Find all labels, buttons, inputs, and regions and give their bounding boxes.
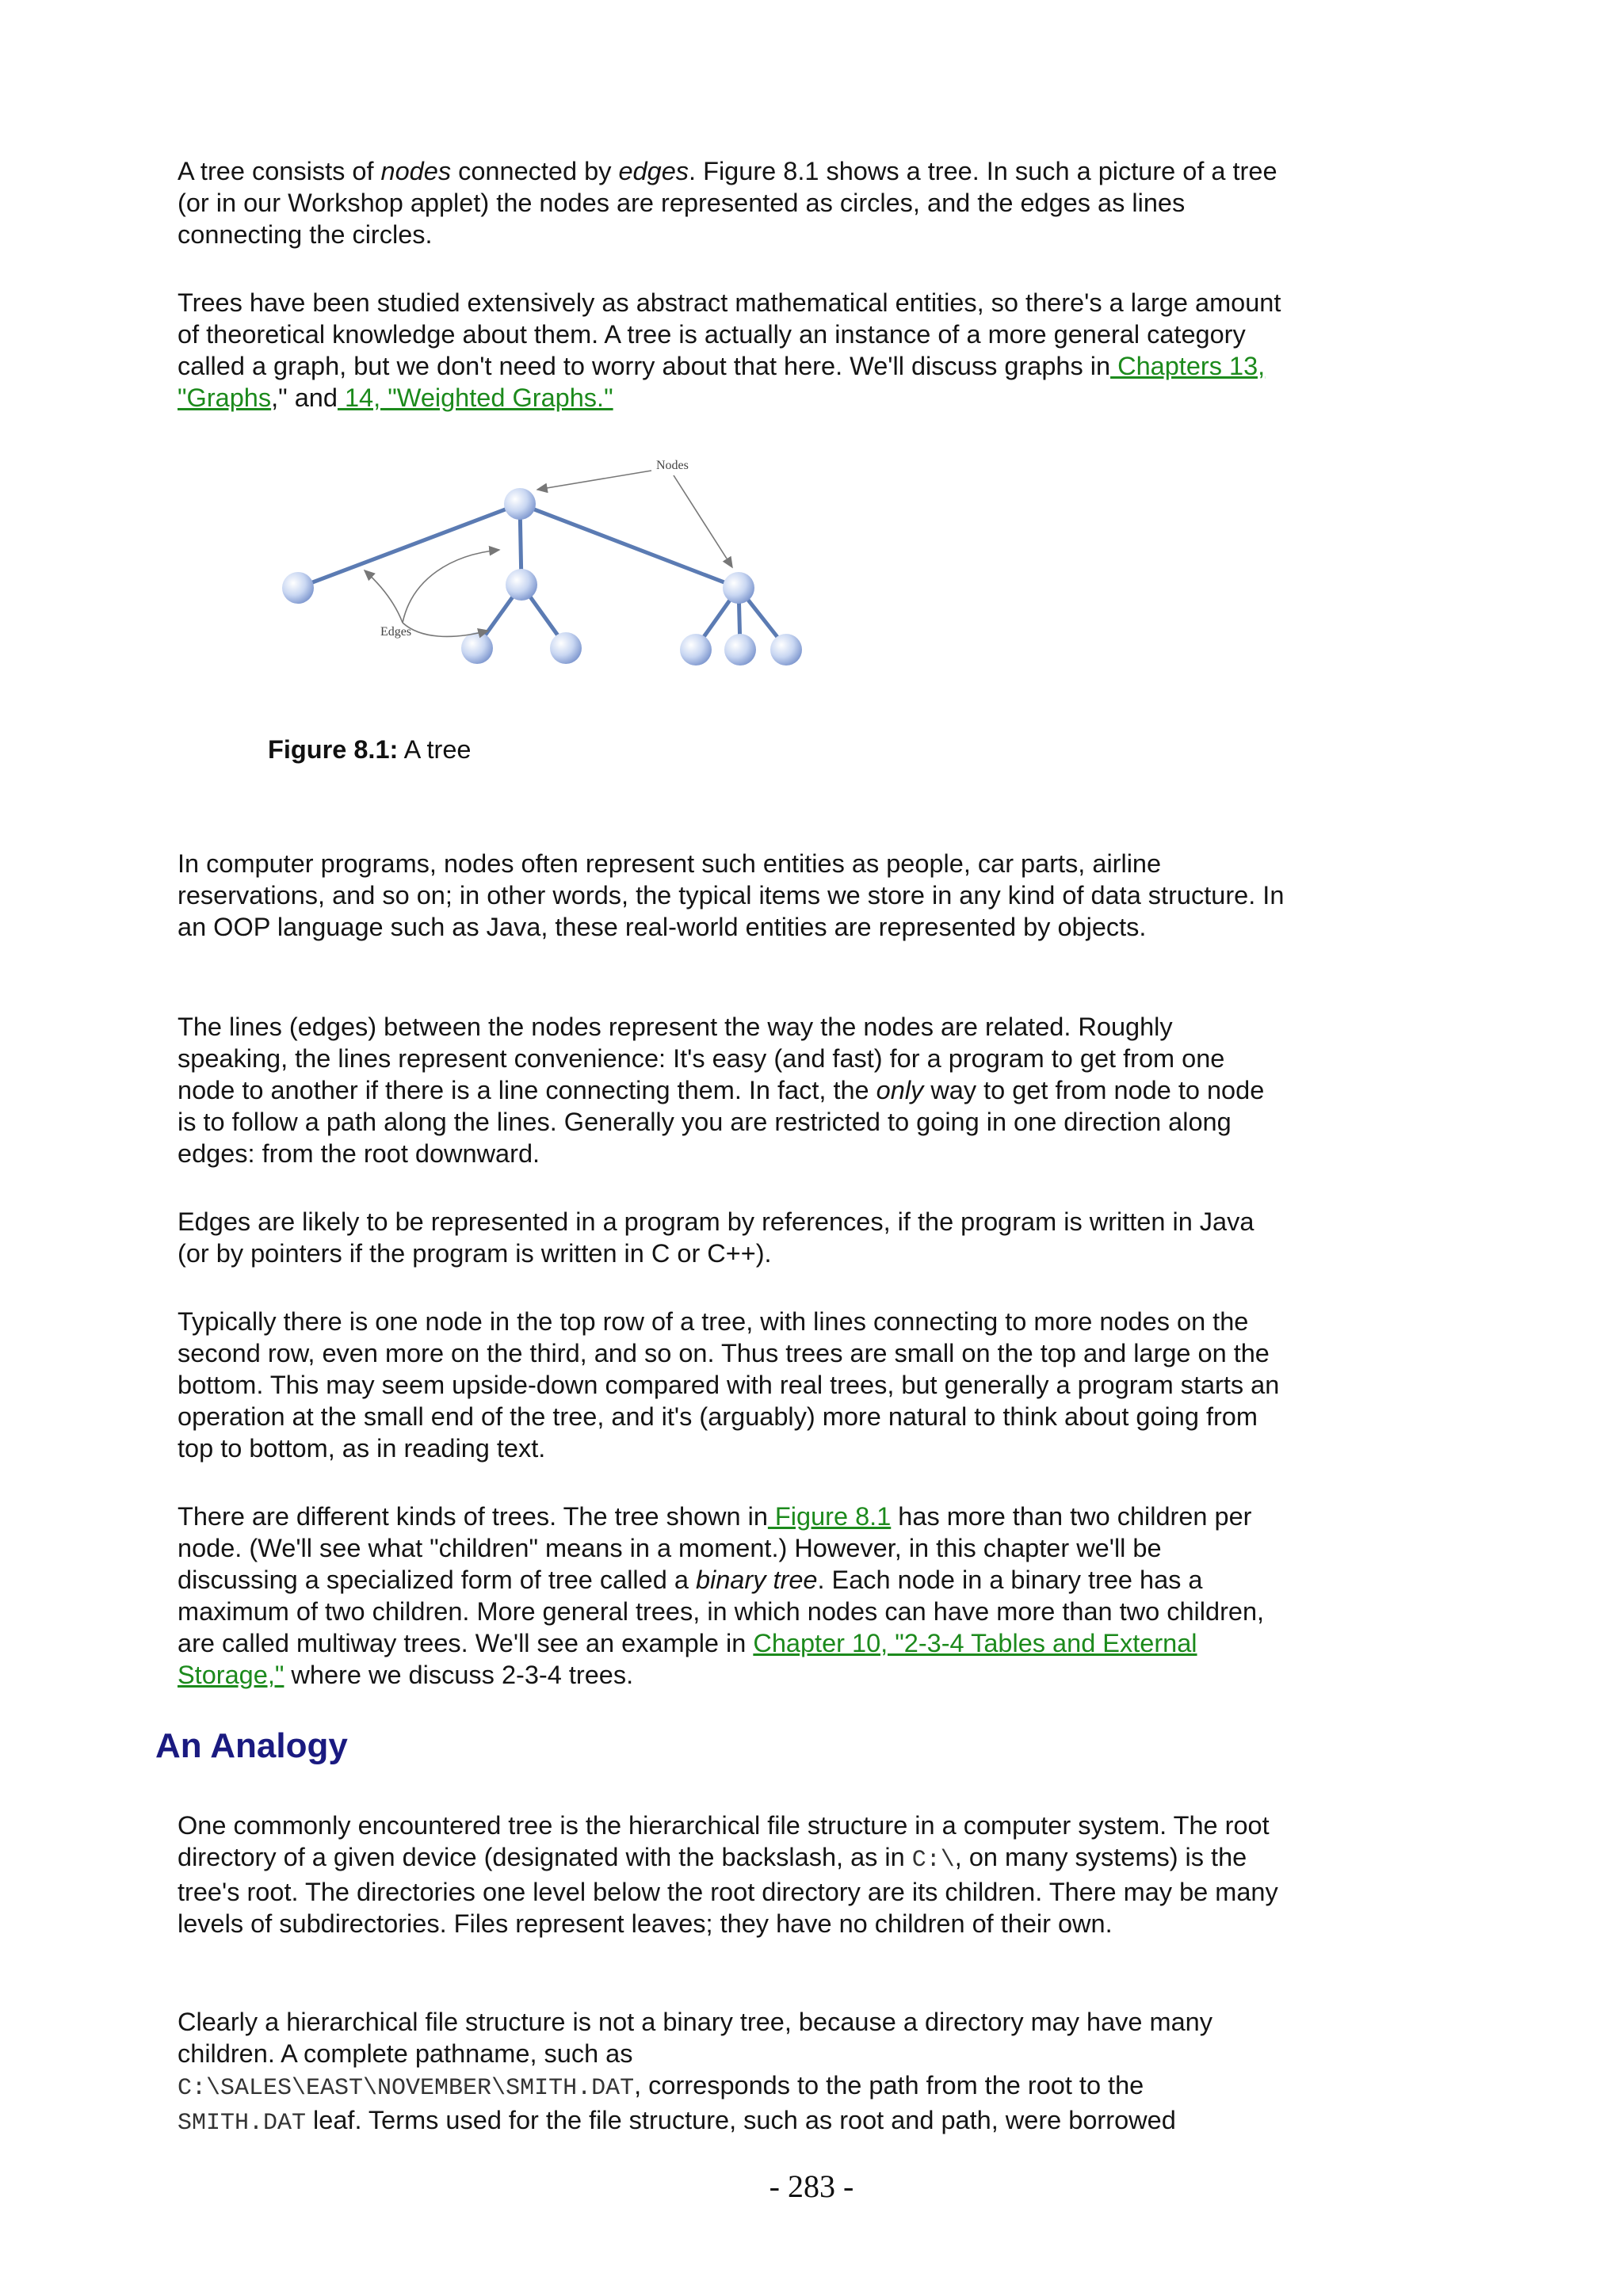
emphasis-binary-tree: binary tree bbox=[695, 1566, 818, 1594]
node-root bbox=[504, 488, 536, 520]
text-run: Clearly a hierarchical file structure is not a binary tree, because a directory may have many children. A complete pathname, such as bbox=[178, 2008, 1212, 2068]
arrow-nodes-to-right bbox=[674, 475, 732, 567]
label-nodes: Nodes bbox=[656, 459, 689, 472]
paragraph-computer-programs: In computer programs, nodes often represent such entities as people, car parts, airline reservations, and so on; in other words, the typical items we store in any kind of data structure. In an OOP language such as Java, these real-world entities are represented by objects. bbox=[178, 849, 1285, 941]
arrow-edges-top bbox=[403, 550, 499, 623]
text-run: ," and bbox=[271, 383, 338, 412]
emphasis-nodes: nodes bbox=[380, 157, 452, 185]
text-run: has more than two children per node. (We'll see what "children" means in a moment.) However, in this chapter we'll be discussing a specialized form of tree called a bbox=[178, 1502, 1252, 1594]
paragraph-not-binary bbox=[178, 2006, 1287, 2139]
text-run: A tree consists of bbox=[178, 157, 381, 185]
node-leaf bbox=[680, 634, 712, 666]
text-run: where we discuss 2-3-4 trees. bbox=[284, 1661, 634, 1689]
node-leaf bbox=[461, 632, 493, 664]
link-chapter-10[interactable]: Chapter 10, "2-3-4 Tables and External Storage," bbox=[178, 1629, 1197, 1689]
arrow-edges-left bbox=[365, 570, 403, 623]
link-figure-8-1[interactable]: Figure 8.1 bbox=[767, 1502, 892, 1531]
figure-tree-diagram bbox=[269, 452, 824, 681]
text-run: The lines (edges) between the nodes represent the way the nodes are related. Roughly speaking, the lines represent convenience: It's easy (and fast) for a program to get from one node to another if there is a line connecting them. In fact, the bbox=[178, 1013, 1225, 1104]
emphasis-only: only bbox=[876, 1076, 924, 1104]
paragraph-tree-definition bbox=[178, 155, 1287, 250]
text-run: connected by bbox=[451, 157, 619, 185]
emphasis-edges: edges bbox=[618, 157, 689, 185]
paragraph-kinds-of-trees bbox=[178, 1501, 1287, 1691]
paragraph-typically: Typically there is one node in the top row of a tree, with lines connecting to more nodes on the second row, even more on the third, and so on. Thus trees are small on the top and large on the bottom. This may seem upside-down compared with real trees, but generally a program starts an operation at the small end of the tree, and it's (arguably) more natural to think about going from top to bottom, as in reading text. bbox=[178, 1307, 1280, 1463]
edge-root-left bbox=[298, 504, 520, 588]
arrow-nodes-to-root bbox=[537, 471, 651, 490]
figure-caption bbox=[268, 734, 472, 765]
section-heading-an-analogy: An Analogy bbox=[155, 1726, 348, 1765]
annotation-arrows bbox=[365, 471, 732, 636]
link-chapter-13-graphs[interactable]: Chapters 13, "Graphs bbox=[178, 352, 1266, 412]
text-run: . Figure 8.1 shows a tree. In such a picture of a tree (or in our Workshop applet) the nodes are represented as circles, and the edges as lines connecting the circles. bbox=[178, 157, 1277, 249]
code-leaf-file: SMITH.DAT bbox=[178, 2110, 307, 2137]
text-run: . Each node in a binary tree has a maximum of two children. More general trees, in which nodes can have more than two children, are called multiway trees. We'll see an example in bbox=[178, 1566, 1265, 1657]
node-middle bbox=[506, 569, 537, 601]
text-run: One commonly encountered tree is the hierarchical file structure in a computer system. The root directory of a given device (designated with the backslash, as in bbox=[178, 1811, 1270, 1871]
edge-root-right bbox=[520, 504, 739, 588]
text-run: , on many systems) is the tree's root. The directories one level below the root directory are its children. There may be many levels of subdirectories. Files represent leaves; they have no children of their own. bbox=[178, 1843, 1278, 1938]
node-leaf bbox=[770, 634, 802, 666]
paragraph-trees-studied bbox=[178, 287, 1287, 414]
page-number: - 283 - bbox=[769, 2168, 854, 2204]
tree-nodes bbox=[282, 488, 802, 666]
caption-text: A tree bbox=[398, 735, 472, 764]
link-chapter-14-weighted-graphs[interactable]: 14, "Weighted Graphs." bbox=[337, 383, 613, 412]
text-run: way to get from node to node is to follow a path along the lines. Generally you are restricted to going in one direction along edges: from the root downward. bbox=[178, 1076, 1265, 1168]
caption-label: Figure 8.1: bbox=[268, 735, 399, 764]
text-run: , corresponds to the path from the root to the bbox=[634, 2071, 1144, 2100]
paragraph-file-structure bbox=[178, 1810, 1287, 1939]
paragraph-lines-edges bbox=[178, 1011, 1287, 1169]
code-full-pathname: C:\SALES\EAST\NOVEMBER\SMITH.DAT bbox=[178, 2075, 635, 2102]
text-run: leaf. Terms used for the file structure, such as root and path, were borrowed bbox=[306, 2106, 1176, 2134]
node-left bbox=[282, 572, 314, 604]
text-run: There are different kinds of trees. The tree shown in bbox=[178, 1502, 768, 1531]
node-leaf bbox=[724, 634, 756, 666]
paragraph-edges-references: Edges are likely to be represented in a program by references, if the program is written in Java (or by pointers if the program is written in C or C++). bbox=[178, 1207, 1254, 1268]
node-right bbox=[723, 572, 754, 604]
node-leaf bbox=[550, 632, 582, 664]
label-edges: Edges bbox=[380, 625, 412, 639]
text-run: Trees have been studied extensively as abstract mathematical entities, so there's a large amount of theoretical knowledge about them. A tree is actually an instance of a more general category called a graph, but we don't need to worry about that here. We'll discuss graphs in bbox=[178, 288, 1281, 380]
tree-diagram-svg bbox=[269, 452, 824, 681]
code-root-path: C:\ bbox=[911, 1847, 955, 1874]
